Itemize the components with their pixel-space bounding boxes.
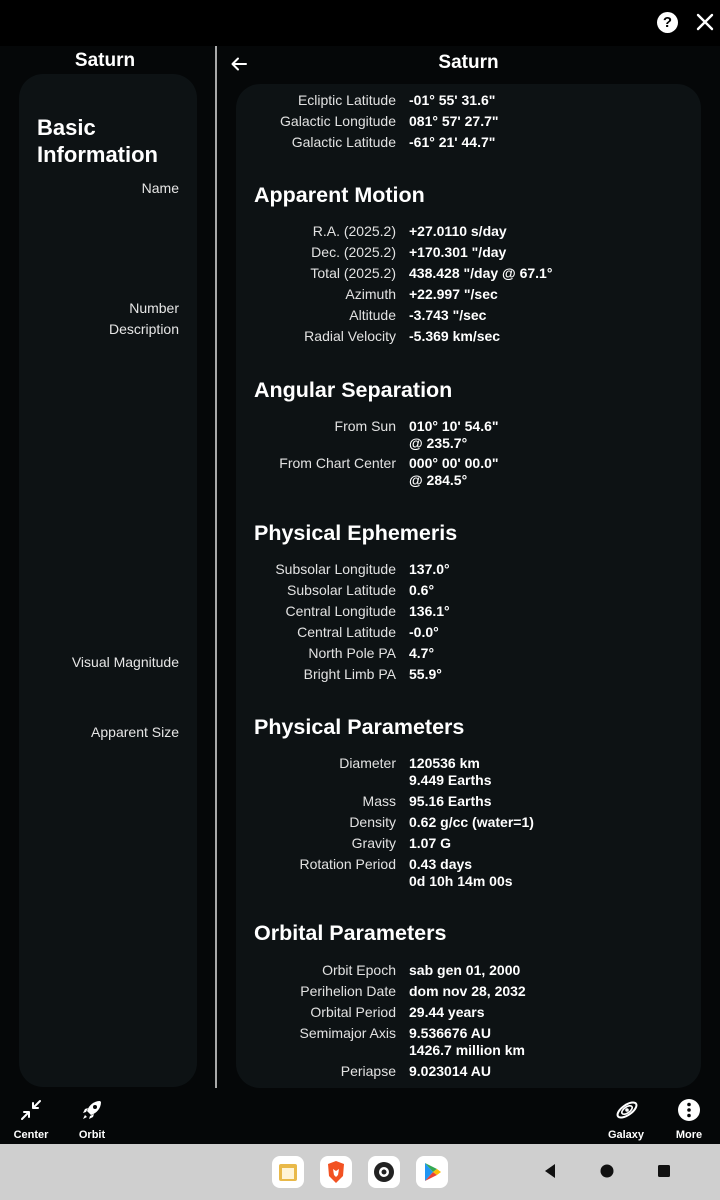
detail-label: Dec. (2025.2) [311, 244, 396, 260]
section-title-orbital-parameters: Orbital Parameters [254, 921, 447, 945]
detail-label: Density [349, 814, 396, 830]
home-nav-icon[interactable] [598, 1162, 616, 1180]
detail-value: 136.1° [409, 603, 450, 619]
play-store-icon[interactable] [416, 1156, 448, 1188]
label-number: Number [129, 300, 179, 316]
detail-value: 438.428 "/day @ 67.1° [409, 265, 553, 281]
detail-value: 1426.7 million km [409, 1042, 525, 1058]
more-button[interactable] [659, 1088, 719, 1144]
detail-label: Subsolar Longitude [275, 561, 396, 577]
detail-label: Semimajor Axis [299, 1025, 396, 1041]
detail-value: dom nov 28, 2032 [409, 983, 526, 999]
details-panel [217, 46, 720, 1088]
detail-label: Gravity [351, 835, 396, 851]
detail-value: 55.9° [409, 666, 442, 682]
detail-value: -5.369 km/sec [409, 328, 501, 344]
section-title-physical-ephemeris: Physical Ephemeris [254, 521, 458, 545]
detail-value: 9.023014 AU [409, 1063, 491, 1079]
galaxy-icon [614, 1098, 640, 1122]
detail-value: 120536 km [409, 755, 480, 771]
detail-value: 95.16 Earths [409, 793, 492, 809]
detail-label: Galactic Longitude [280, 113, 396, 129]
left-panel-title: Saturn [74, 50, 136, 71]
galaxy-button[interactable] [596, 1088, 656, 1144]
label-apparent-size: Apparent Size [91, 724, 179, 740]
detail-value: -0.0° [409, 624, 439, 640]
section-title-apparent-motion: Apparent Motion [254, 183, 425, 207]
detail-label: R.A. (2025.2) [312, 223, 396, 239]
detail-label: Azimuth [345, 286, 396, 302]
detail-label: From Sun [334, 418, 396, 434]
detail-value: 081° 57' 27.7" [409, 113, 499, 129]
detail-value: @ 235.7° [409, 435, 468, 451]
bottom-toolbar [0, 1088, 720, 1144]
system-nav-bar [0, 1144, 720, 1200]
detail-label: From Chart Center [279, 455, 396, 471]
detail-value: 137.0° [409, 561, 450, 577]
detail-label: Periapse [340, 1063, 396, 1079]
help-icon[interactable]: ? [657, 12, 678, 33]
detail-label: Altitude [349, 307, 396, 323]
details-title: Saturn [438, 52, 499, 73]
detail-value: -01° 55' 31.6" [409, 92, 496, 108]
detail-value: 000° 00' 00.0" [409, 455, 499, 471]
more-vertical-icon [677, 1098, 701, 1122]
detail-label: Galactic Latitude [291, 134, 396, 150]
files-app-icon[interactable] [272, 1156, 304, 1188]
detail-label: Central Latitude [297, 624, 396, 640]
section-title-angular-separation: Angular Separation [254, 378, 453, 402]
basic-info-heading: Basic Information [37, 115, 158, 167]
detail-label: Orbit Epoch [322, 962, 396, 978]
section-title-physical-parameters: Physical Parameters [254, 715, 465, 739]
basic-info-card [19, 74, 197, 1087]
detail-value: 0.62 g/cc (water=1) [409, 814, 534, 830]
galaxy-label: Galaxy [607, 1129, 645, 1141]
rocket-icon [80, 1098, 104, 1122]
detail-value: +22.997 "/sec [409, 286, 498, 302]
detail-label: Ecliptic Latitude [297, 92, 396, 108]
detail-label: Rotation Period [299, 856, 396, 872]
back-nav-icon[interactable] [542, 1162, 558, 1180]
collapse-arrows-icon [19, 1098, 43, 1122]
recents-nav-icon[interactable] [656, 1162, 672, 1180]
center-button[interactable] [1, 1088, 61, 1144]
detail-label: Diameter [339, 755, 396, 771]
center-label: Center [13, 1129, 49, 1141]
brave-browser-icon[interactable] [320, 1156, 352, 1188]
label-visual-magnitude: Visual Magnitude [71, 654, 179, 670]
detail-value: +27.0110 s/day [409, 223, 507, 239]
label-name: Name [141, 180, 179, 196]
detail-label: Total (2025.2) [310, 265, 396, 281]
detail-label: Subsolar Latitude [287, 582, 396, 598]
detail-label: Orbital Period [310, 1004, 396, 1020]
detail-value: 0.43 days [409, 856, 473, 872]
details-card[interactable] [236, 84, 701, 1088]
detail-value: 29.44 years [409, 1004, 485, 1020]
detail-label: Bright Limb PA [303, 666, 396, 682]
detail-value: sab gen 01, 2000 [409, 962, 521, 978]
detail-value: 010° 10' 54.6" [409, 418, 499, 434]
label-description: Description [108, 321, 179, 337]
detail-value: 0.6° [409, 582, 435, 598]
detail-value: @ 284.5° [409, 472, 468, 488]
orbit-label: Orbit [78, 1129, 106, 1141]
basic-info-panel [0, 46, 215, 1088]
detail-value: 4.7° [409, 645, 435, 661]
detail-value: -61° 21' 44.7" [409, 134, 496, 150]
close-icon[interactable] [694, 11, 716, 33]
detail-value: 9.536676 AU [409, 1025, 491, 1041]
detail-label: Central Longitude [285, 603, 396, 619]
detail-value: 0d 10h 14m 00s [409, 873, 513, 889]
detail-label: North Pole PA [308, 645, 396, 661]
detail-value: 9.449 Earths [409, 772, 492, 788]
orbit-button[interactable] [62, 1088, 122, 1144]
top-bar [0, 0, 720, 46]
detail-label: Perihelion Date [300, 983, 396, 999]
detail-label: Radial Velocity [304, 328, 396, 344]
settings-app-icon[interactable] [368, 1156, 400, 1188]
detail-value: 1.07 G [409, 835, 452, 851]
detail-value: -3.743 "/sec [409, 307, 487, 323]
more-label: More [675, 1129, 703, 1141]
detail-value: +170.301 "/day [409, 244, 507, 260]
detail-label: Mass [362, 793, 396, 809]
